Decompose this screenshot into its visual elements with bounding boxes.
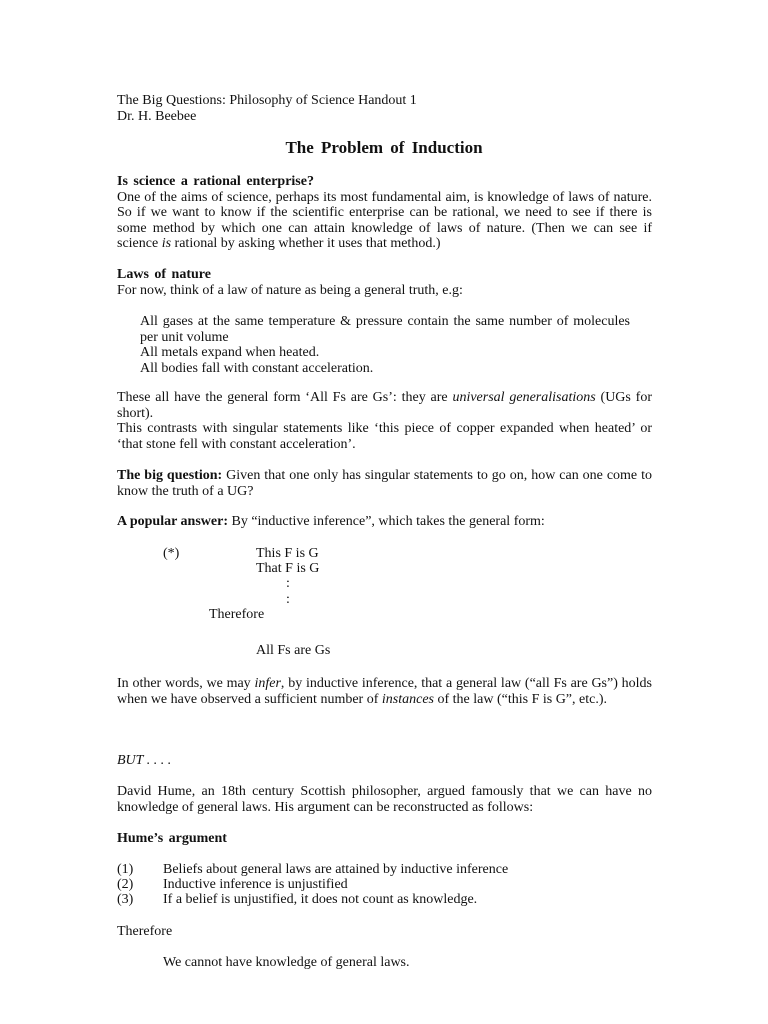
header [117, 93, 652, 124]
but-line: BUT . . . . [117, 753, 172, 768]
premise-text: If a belief is unjustified, it does not count as knowledge. [163, 892, 478, 907]
list-item: All metals expand when heated. [140, 345, 320, 360]
section-heading: Is science a rational enterprise? [117, 174, 314, 189]
premise-text: Beliefs about general laws are attained by inductive inference [163, 862, 509, 877]
examples-list [140, 314, 630, 376]
premise: That F is G [256, 561, 320, 576]
therefore-label: Therefore [117, 924, 173, 939]
therefore-label: Therefore [209, 607, 265, 622]
section-in-other-words: In other words, we may infer, by inductive inference, that a general law (“all Fs are Gs”) holds when we have observed a sufficient number of instances of the law (“this F is G”, etc.). [117, 676, 652, 707]
section-heading-hume: Hume’s argument [117, 831, 227, 846]
paragraph: One of the aims of science, perhaps its most fundamental aim, is knowledge of laws of nature. So if we want to know if the scientific enterprise can be rational, we need to see if there is some method by which one can attain knowledge of laws of nature. (Then we can see if science is rational by asking whether it uses that method.) [117, 189, 652, 251]
paragraph: This contrasts with singular statements like ‘this piece of copper expanded when heated’ or ‘that stone fell with constant acceleration’. [117, 421, 652, 452]
inline-label: A popular answer: [117, 514, 228, 529]
ellipsis-dot: : [286, 576, 290, 591]
inline-label: The big question: [117, 468, 223, 483]
premise: This F is G [256, 546, 319, 561]
list-item: All gases at the same temperature & pressure contain the same number of molecules per unit volume [140, 314, 630, 345]
premise-number: (1) [117, 862, 134, 877]
premise-text: Inductive inference is unjustified [163, 877, 348, 892]
schema-marker: (*) [163, 546, 180, 561]
paragraph: These all have the general form ‘All Fs are Gs’: they are universal generalisations (UGs for short). [117, 390, 653, 421]
section-hume-intro: David Hume, an 18th century Scottish philosopher, argued famously that we can have no knowledge of general laws. His argument can be reconstructed as follows: [117, 784, 652, 815]
section-universal-generalisations [117, 390, 652, 452]
section-rational-enterprise [117, 174, 652, 252]
section-heading: Laws of nature [117, 267, 211, 282]
hume-conclusion: We cannot have knowledge of general laws. [163, 955, 410, 970]
section-popular-answer: A popular answer: By “inductive inference”, which takes the general form: [117, 514, 545, 529]
list-item: All bodies fall with constant acceleration. [140, 360, 374, 376]
page-title: The Problem of Induction [285, 138, 483, 157]
premise-number: (3) [117, 892, 134, 907]
paragraph: For now, think of a law of nature as being a general truth, e.g: [117, 282, 463, 298]
header-course: The Big Questions: Philosophy of Science Handout 1 [117, 93, 417, 108]
header-author: Dr. H. Beebee [117, 108, 197, 124]
ellipsis-dot: : [286, 592, 290, 607]
section-big-question: The big question: Given that one only has singular statements to go on, how can one come to know the truth of a UG? [117, 468, 652, 499]
premise-number: (2) [117, 877, 134, 892]
section-laws-of-nature [117, 267, 652, 298]
conclusion: All Fs are Gs [256, 643, 331, 658]
